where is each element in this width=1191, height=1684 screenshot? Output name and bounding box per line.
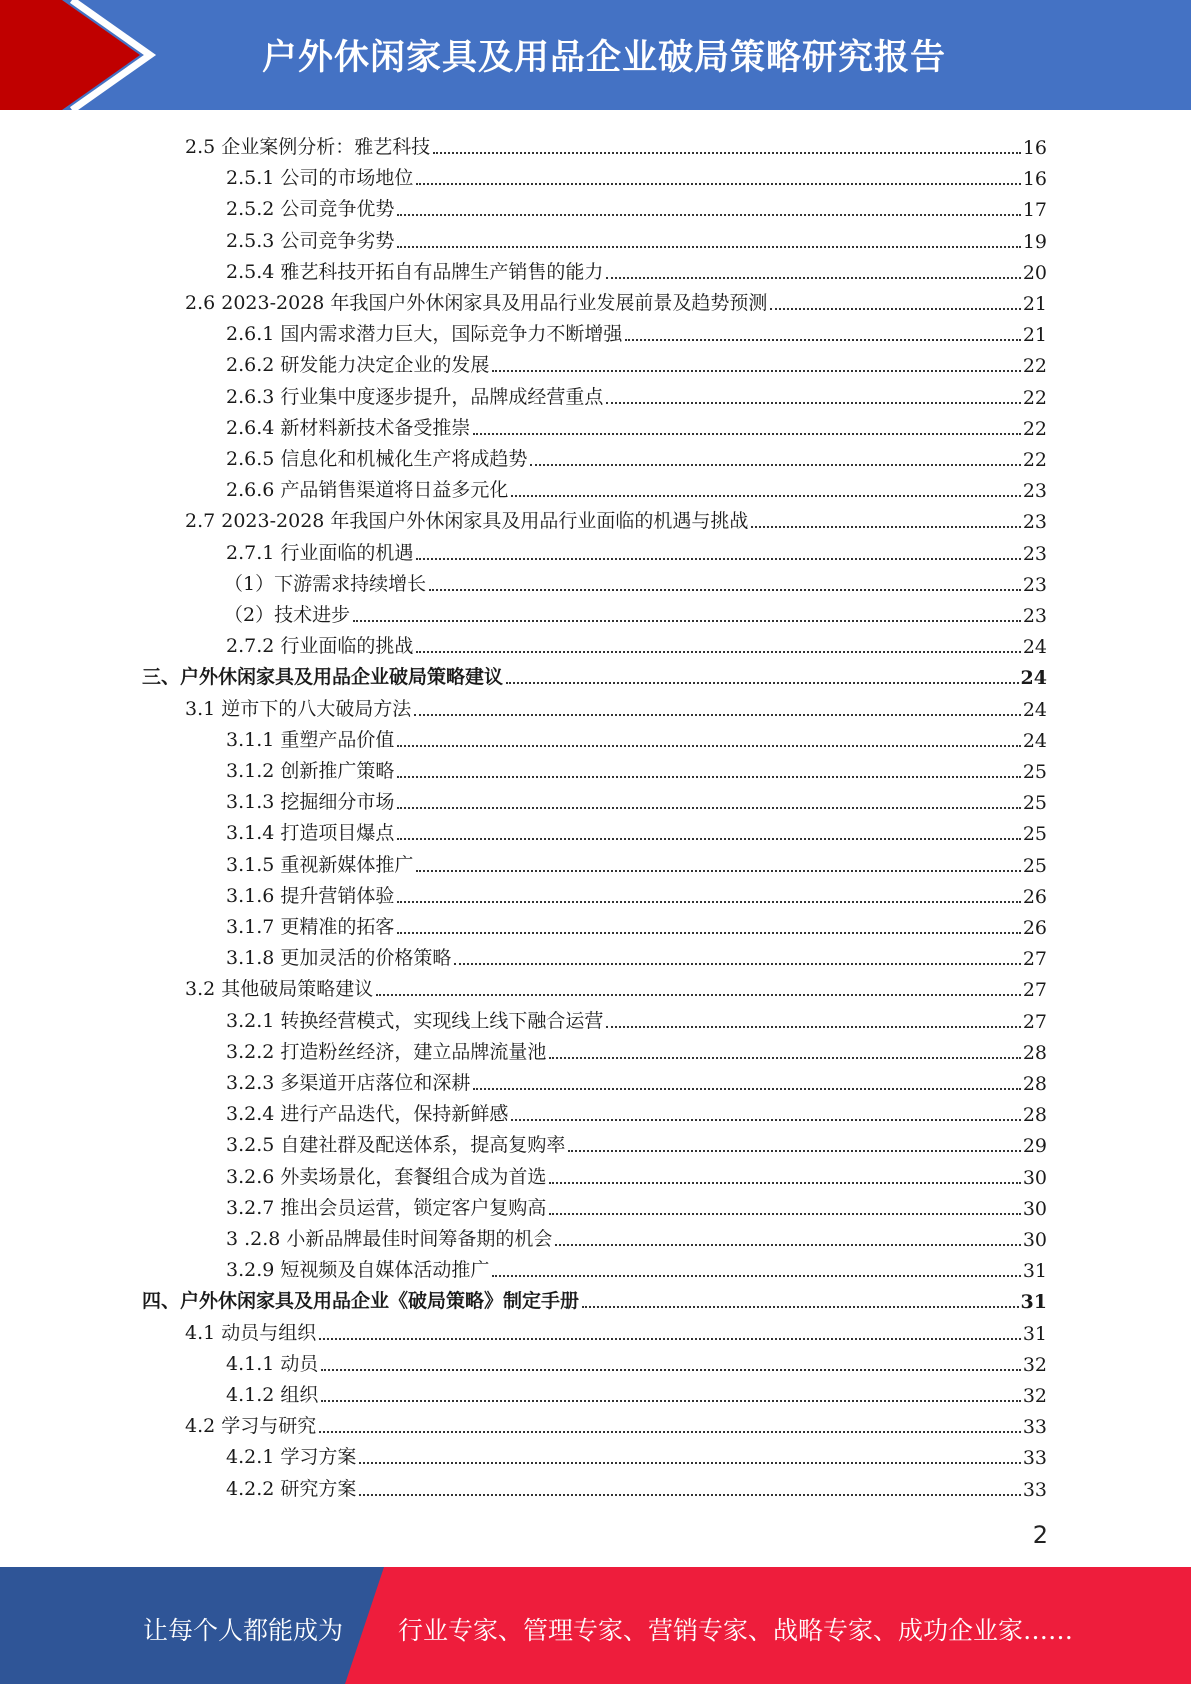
toc-entry[interactable] [226, 159, 1047, 190]
toc-dot-leader [506, 682, 1019, 684]
toc-entry[interactable] [226, 1095, 1047, 1126]
toc-entry-title: 四、户外休闲家具及用品企业《破局策略》制定手册 [142, 1290, 580, 1313]
toc-dot-leader [555, 1244, 1020, 1246]
toc-entry[interactable] [226, 1002, 1047, 1033]
toc-entry-page: 23 [1022, 605, 1047, 627]
toc-dot-leader [319, 1338, 1021, 1340]
toc-dot-leader [416, 183, 1020, 185]
toc-entry-title: 3.2.1 转换经营模式，实现线上线下融合运营 [226, 1009, 604, 1032]
toc-entry-title: 4.1.2 组织 [226, 1384, 319, 1406]
toc-entry-title: 2.5.3 公司竞争劣势 [226, 229, 395, 252]
toc-dot-leader [397, 745, 1020, 747]
toc-entry-page: 17 [1022, 199, 1047, 222]
toc-entry-page: 23 [1022, 480, 1047, 503]
toc-entry-page: 31 [1022, 1322, 1047, 1345]
toc-dot-leader [582, 1306, 1019, 1308]
footer-slogan-left: 让每个人都能成为 [143, 1616, 344, 1645]
toc-entry-page: 32 [1022, 1353, 1047, 1376]
toc-entry[interactable] [226, 1064, 1047, 1095]
toc-entry-page: 24 [1022, 636, 1047, 659]
toc-entry[interactable] [226, 814, 1047, 845]
toc-entry-title: 3.1.2 创新推广策略 [226, 760, 395, 782]
toc-entry-page: 25 [1022, 823, 1047, 846]
toc-entry-page: 19 [1022, 230, 1047, 253]
toc-entry[interactable] [226, 222, 1047, 253]
toc-entry-page: 23 [1022, 573, 1047, 596]
toc-entry-title: 3.1.5 重视新媒体推广 [226, 853, 414, 876]
toc-entry-title: 2.6.2 研发能力决定企业的发展 [226, 354, 490, 377]
toc-dot-leader [454, 963, 1020, 965]
toc-dot-leader [397, 246, 1020, 248]
toc-entry[interactable] [185, 284, 1047, 315]
toc-entry-page: 33 [1022, 1416, 1047, 1439]
toc-dot-leader [751, 526, 1020, 528]
toc-entry-title: 2.7.2 行业面临的挑战 [226, 635, 414, 658]
report-title: 户外休闲家具及用品企业破局策略研究报告 [262, 38, 947, 78]
toc-entry-page: 24 [1020, 667, 1047, 690]
toc-entry-title: 3.1.4 打造项目爆点 [226, 822, 395, 845]
toc-dot-leader [549, 1057, 1020, 1059]
toc-entry-title: 3.1.6 提升营销体验 [226, 884, 395, 907]
toc-entry-title: 3.1.3 挖掘细分市场 [226, 791, 395, 814]
toc-entry[interactable] [226, 877, 1047, 908]
toc-entry-title: 3.2.4 进行产品迭代，保持新鲜感 [226, 1103, 509, 1126]
toc-entry-page: 33 [1022, 1447, 1047, 1470]
toc-entry[interactable] [185, 128, 1047, 159]
toc-entry[interactable] [226, 721, 1047, 752]
toc-entry-page: 28 [1022, 1104, 1047, 1127]
toc-dot-leader [530, 464, 1020, 466]
toc-dot-leader [606, 402, 1020, 404]
toc-entry-page: 26 [1022, 917, 1047, 939]
toc-entry[interactable] [226, 908, 1047, 939]
toc-entry-page: 21 [1022, 293, 1047, 315]
toc-entry-page: 25 [1022, 854, 1047, 877]
toc-entry[interactable] [185, 1407, 1047, 1438]
toc-entry-title: 3.2.9 短视频及自媒体活动推广 [226, 1259, 490, 1282]
toc-entry[interactable] [224, 596, 1047, 627]
toc-entry-page: 30 [1022, 1166, 1047, 1189]
page-footer [0, 1567, 1191, 1684]
toc-dot-leader [359, 1462, 1020, 1464]
toc-dot-leader [397, 807, 1020, 809]
toc-entry-title: 4.1.1 动员 [226, 1352, 319, 1375]
toc-entry-title: 3.1.1 重塑产品价值 [226, 728, 395, 751]
toc-entry[interactable] [226, 1220, 1047, 1251]
toc-dot-leader [414, 714, 1021, 716]
toc-entry-title: 3.2.6 外卖场景化，套餐组合成为首选 [226, 1165, 547, 1188]
toc-entry-page: 32 [1022, 1385, 1047, 1407]
toc-entry[interactable] [226, 378, 1047, 409]
toc-entry-title: 4.2.2 研究方案 [226, 1477, 357, 1500]
toc-dot-leader [492, 1275, 1020, 1277]
toc-entry-page: 28 [1022, 1041, 1047, 1064]
toc-dot-leader [606, 1026, 1020, 1028]
toc-entry-title: 3 .2.8 小新品牌最佳时间筹备期的机会 [226, 1228, 553, 1250]
toc-entry-title: 4.1 动员与组织 [185, 1321, 317, 1344]
toc-dot-leader [397, 932, 1020, 934]
toc-entry[interactable] [226, 409, 1047, 440]
toc-entry-page: 28 [1022, 1073, 1047, 1095]
toc-entry-title: 3.2.5 自建社群及配送体系，提高复购率 [226, 1134, 566, 1157]
toc-entry-page: 26 [1022, 885, 1047, 908]
toc-dot-leader [397, 776, 1020, 778]
toc-dot-leader [397, 901, 1020, 903]
toc-entry[interactable] [142, 1282, 1047, 1313]
chevron-arrow-icon [0, 0, 160, 110]
toc-entry-title: 2.5.4 雅艺科技开拓自有品牌生产销售的能力 [226, 260, 604, 283]
toc-entry-title: 3.1.8 更加灵活的价格策略 [226, 947, 452, 970]
toc-dot-leader [770, 308, 1020, 310]
toc-dot-leader [549, 1213, 1020, 1215]
toc-entry[interactable] [226, 1189, 1047, 1220]
toc-dot-leader [606, 277, 1020, 279]
toc-entry[interactable] [224, 565, 1047, 596]
toc-dot-leader [416, 870, 1020, 872]
toc-entry[interactable] [226, 1345, 1047, 1376]
toc-dot-leader [473, 433, 1020, 435]
toc-entry-page: 31 [1020, 1291, 1047, 1314]
toc-entry[interactable] [185, 1314, 1047, 1345]
toc-entry-title: 2.5 企业案例分析：雅艺科技 [185, 136, 431, 158]
toc-entry-page: 27 [1022, 1010, 1047, 1033]
toc-entry[interactable] [226, 1438, 1047, 1469]
toc-entry[interactable] [185, 690, 1047, 721]
toc-entry-title: 2.7.1 行业面临的机遇 [226, 541, 414, 564]
toc-dot-leader [492, 370, 1020, 372]
toc-entry[interactable] [226, 190, 1047, 221]
toc-entry-title: 3.1 逆市下的八大破局方法 [185, 697, 412, 720]
toc-dot-leader [416, 651, 1020, 653]
toc-entry-title: 3.2.7 推出会员运营，锁定客户复购高 [226, 1196, 547, 1219]
toc-entry-page: 21 [1022, 324, 1047, 347]
toc-entry-page: 33 [1022, 1478, 1047, 1501]
toc-entry[interactable] [142, 658, 1047, 689]
toc-entry[interactable] [226, 1470, 1047, 1501]
toc-entry-page: 30 [1022, 1197, 1047, 1220]
toc-entry[interactable] [185, 970, 1047, 1001]
toc-entry-title: 3.1.7 更精准的拓客 [226, 916, 395, 938]
toc-entry[interactable] [226, 346, 1047, 377]
toc-entry-title: 4.2 学习与研究 [185, 1415, 317, 1438]
page-number: 2 [1032, 1521, 1048, 1549]
toc-entry-page: 22 [1022, 355, 1047, 378]
toc-entry[interactable] [226, 1376, 1047, 1407]
toc-entry-page: 23 [1022, 511, 1047, 534]
toc-entry[interactable] [226, 253, 1047, 284]
toc-entry[interactable] [226, 1251, 1047, 1282]
toc-entry[interactable] [226, 752, 1047, 783]
toc-entry-title: 3.2.3 多渠道开店落位和深耕 [226, 1072, 471, 1094]
toc-entry-title: 2.7 2023-2028 年我国户外休闲家具及用品行业面临的机遇与挑战 [185, 510, 749, 533]
toc-entry[interactable] [226, 627, 1047, 658]
toc-entry-page: 31 [1022, 1260, 1047, 1283]
toc-dot-leader [376, 994, 1021, 996]
toc-dot-leader [568, 1150, 1020, 1152]
toc-entry-page: 22 [1022, 417, 1047, 440]
toc-entry-page: 27 [1022, 948, 1047, 971]
toc-entry[interactable] [226, 315, 1047, 346]
toc-entry[interactable] [226, 846, 1047, 877]
toc-entry[interactable] [185, 502, 1047, 533]
toc-entry-title: 3.2 其他破局策略建议 [185, 978, 374, 1001]
toc-entry-page: 24 [1022, 698, 1047, 721]
toc-entry-title: 2.6.5 信息化和机械化生产将成趋势 [226, 448, 528, 470]
toc-entry-page: 29 [1022, 1135, 1047, 1158]
toc-dot-leader [511, 495, 1020, 497]
toc-entry-page: 16 [1022, 137, 1047, 159]
toc-entry[interactable] [226, 1033, 1047, 1064]
toc-dot-leader [625, 339, 1020, 341]
toc-dot-leader [549, 1182, 1020, 1184]
toc-dot-leader [359, 1494, 1020, 1496]
toc-entry-title: 2.6.3 行业集中度逐步提升，品牌成经营重点 [226, 385, 604, 408]
toc-entry-title: 2.6.4 新材料新技术备受推崇 [226, 416, 471, 439]
toc-entry-title: 4.2.1 学习方案 [226, 1446, 357, 1469]
toc-entry-page: 20 [1022, 261, 1047, 284]
toc-entry-page: 23 [1022, 542, 1047, 565]
toc-entry-title: 3.2.2 打造粉丝经济，建立品牌流量池 [226, 1040, 547, 1063]
toc-dot-leader [321, 1400, 1020, 1402]
toc-entry-page: 22 [1022, 386, 1047, 409]
toc-entry-title: （2）技术进步 [224, 604, 351, 626]
toc-dot-leader [473, 1088, 1020, 1090]
toc-entry-page: 25 [1022, 792, 1047, 815]
toc-entry-page: 25 [1022, 761, 1047, 783]
toc-dot-leader [397, 214, 1020, 216]
toc-dot-leader [319, 1431, 1021, 1433]
toc-entry-title: 2.6.1 国内需求潜力巨大，国际竞争力不断增强 [226, 323, 623, 346]
toc-entry-title: 2.6 2023-2028 年我国户外休闲家具及用品行业发展前景及趋势预测 [185, 292, 768, 314]
footer-slogan-right: 行业专家、管理专家、营销专家、战略专家、成功企业家…… [398, 1616, 1074, 1645]
toc-entry-title: 三、户外休闲家具及用品企业破局策略建议 [142, 666, 504, 689]
toc-entry-title: 2.6.6 产品销售渠道将日益多元化 [226, 479, 509, 502]
toc-entry[interactable] [226, 471, 1047, 502]
toc-entry-title: 2.5.2 公司竞争优势 [226, 198, 395, 221]
toc-entry-title: （1）下游需求持续增长 [224, 572, 427, 595]
toc-entry[interactable] [226, 783, 1047, 814]
toc-dot-leader [429, 589, 1021, 591]
toc-entry[interactable] [226, 534, 1047, 565]
toc-dot-leader [511, 1119, 1020, 1121]
toc-entry[interactable] [226, 440, 1047, 471]
toc-dot-leader [321, 1369, 1020, 1371]
toc-entry-page: 30 [1022, 1229, 1047, 1251]
toc-entry-page: 24 [1022, 729, 1047, 752]
toc-dot-leader [353, 620, 1021, 622]
toc-entry-page: 27 [1022, 979, 1047, 1002]
toc-dot-leader [416, 558, 1020, 560]
toc-entry-page: 16 [1022, 168, 1047, 191]
toc-dot-leader [397, 838, 1020, 840]
toc-entry[interactable] [226, 939, 1047, 970]
toc-entry-title: 2.5.1 公司的市场地位 [226, 167, 414, 190]
page-header [0, 0, 1191, 110]
toc-entry[interactable] [226, 1158, 1047, 1189]
toc-entry-page: 22 [1022, 449, 1047, 471]
toc-dot-leader [433, 152, 1021, 154]
toc-entry[interactable] [226, 1126, 1047, 1157]
